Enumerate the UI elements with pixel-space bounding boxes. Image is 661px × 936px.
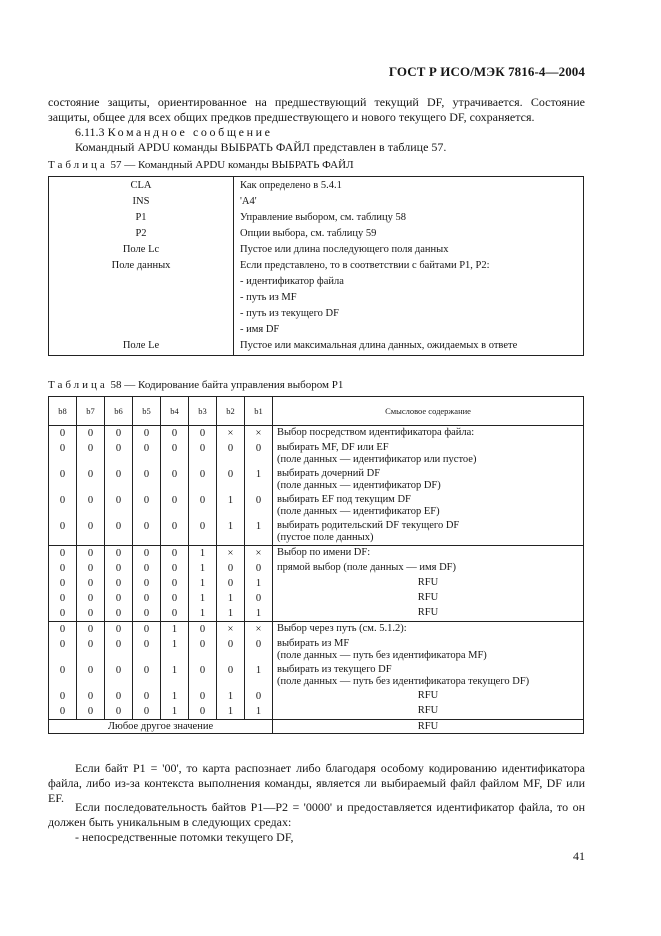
paragraph-3: - непосредственные потомки текущего DF, xyxy=(75,830,294,844)
table57-row xyxy=(49,322,584,338)
table58-meaning-note: (поле данных — идентификатор EF) xyxy=(277,506,440,517)
table58-bit: 0 xyxy=(133,637,161,663)
table58-meaning xyxy=(273,467,584,493)
table57-row xyxy=(49,258,584,274)
table58-bit: 1 xyxy=(245,704,273,720)
table58-meaning xyxy=(273,519,584,546)
table57-row xyxy=(49,242,584,258)
table57-row xyxy=(49,338,584,356)
table58-bit: 0 xyxy=(161,467,189,493)
table58-bit: 0 xyxy=(133,591,161,606)
table58-bit: 0 xyxy=(245,561,273,576)
table57-value: - имя DF xyxy=(240,324,280,335)
table58-bit: 0 xyxy=(189,493,217,519)
table58-row xyxy=(49,704,584,720)
table58-bit: 1 xyxy=(161,622,189,638)
table57-field: CLA xyxy=(49,177,234,195)
table58-bit: 0 xyxy=(77,663,105,689)
table58-row xyxy=(49,426,584,442)
table58-bit: 0 xyxy=(133,467,161,493)
table58-row xyxy=(49,519,584,546)
table58-bit: 0 xyxy=(77,426,105,442)
table58-bit: 1 xyxy=(217,591,245,606)
table58-bit: 0 xyxy=(77,441,105,467)
table58-bit: 0 xyxy=(105,622,133,638)
table58-bit: 0 xyxy=(77,576,105,591)
table58-meaning-line: Выбор посредством идентификатора файла: xyxy=(277,427,475,438)
table58-meaning-note: (пустое поле данных) xyxy=(277,532,374,543)
table58-bit: × xyxy=(245,546,273,562)
table58-bit: 0 xyxy=(133,704,161,720)
table-58 xyxy=(48,396,584,734)
table58-bit: 0 xyxy=(189,689,217,704)
table58-other-row xyxy=(49,720,584,734)
table58-header: b1 xyxy=(245,397,273,426)
table58-row xyxy=(49,493,584,519)
table58-bit: 0 xyxy=(77,637,105,663)
table58-bit: 0 xyxy=(133,441,161,467)
table-57 xyxy=(48,176,584,356)
table58-bit: 0 xyxy=(189,622,217,638)
table57-row xyxy=(49,306,584,322)
table58-bit: 0 xyxy=(77,689,105,704)
table58-meaning-line: RFU xyxy=(417,607,439,618)
table58-bit: 0 xyxy=(133,561,161,576)
table58-bit: 0 xyxy=(77,561,105,576)
table58-bit: 1 xyxy=(217,689,245,704)
table58-bit: 1 xyxy=(161,689,189,704)
table58-bit: 0 xyxy=(77,622,105,638)
table58-bit: 0 xyxy=(161,561,189,576)
table58-bit: 1 xyxy=(161,637,189,663)
table58-meaning-line: прямой выбор (поле данных — имя DF) xyxy=(277,562,457,573)
table57-field: Поле данных xyxy=(49,258,234,274)
table58-meaning-note: (поле данных — идентификатор DF) xyxy=(277,480,441,491)
table58-row xyxy=(49,576,584,591)
table58-bit: 0 xyxy=(189,663,217,689)
table58-bit: 0 xyxy=(77,606,105,622)
table57-row xyxy=(49,274,584,290)
table58-meaning xyxy=(273,622,584,638)
table58-bit: 0 xyxy=(105,519,133,546)
section-heading xyxy=(48,125,585,140)
table58-bit: 0 xyxy=(49,591,77,606)
table58-bit: 1 xyxy=(189,546,217,562)
table57-value: Опции выбора, см. таблицу 59 xyxy=(240,228,377,239)
table58-bit: 0 xyxy=(105,467,133,493)
table58-row xyxy=(49,467,584,493)
table58-bit: 0 xyxy=(133,576,161,591)
table58-bit: × xyxy=(245,426,273,442)
table58-meaning xyxy=(273,663,584,689)
table57-value: Пустое или максимальная длина данных, ожидаемых в ответе xyxy=(240,340,518,351)
table58-header: b4 xyxy=(161,397,189,426)
table58-bit: 0 xyxy=(49,561,77,576)
table58-bit: 0 xyxy=(189,426,217,442)
table58-bit: 0 xyxy=(245,637,273,663)
table58-bit: 0 xyxy=(217,663,245,689)
table58-meaning-line: выбирать дочерний DF xyxy=(277,468,381,479)
table57-value: - путь из текущего DF xyxy=(240,308,339,319)
table58-header: b2 xyxy=(217,397,245,426)
table58-bit: 0 xyxy=(77,591,105,606)
table57-value: 'A4' xyxy=(240,196,257,207)
table58-bit: 0 xyxy=(217,467,245,493)
section-title: Командное сообщение xyxy=(107,125,273,139)
table58-bit: 0 xyxy=(49,519,77,546)
table58-meaning-line: RFU xyxy=(417,690,439,701)
table58-bit: 0 xyxy=(49,704,77,720)
table58-bit: × xyxy=(245,622,273,638)
table58-bit: 0 xyxy=(189,637,217,663)
table57-value: - идентификатор файла xyxy=(240,276,344,287)
table58-bit: 1 xyxy=(217,606,245,622)
table58-bit: 0 xyxy=(77,493,105,519)
table58-bit: 0 xyxy=(245,689,273,704)
table58-row xyxy=(49,441,584,467)
table58-bit: 1 xyxy=(189,576,217,591)
table58-bit: 1 xyxy=(245,576,273,591)
table58-meaning-line: выбирать EF под текущим DF xyxy=(277,494,411,505)
table58-meaning-line: выбирать из MF xyxy=(277,638,350,649)
table58-bit: 1 xyxy=(189,561,217,576)
table58-bit: 0 xyxy=(49,663,77,689)
table57-row xyxy=(49,226,584,242)
table58-bit: 0 xyxy=(49,622,77,638)
table58-bit: × xyxy=(217,426,245,442)
table58-bit: 0 xyxy=(217,576,245,591)
table58-bit: 0 xyxy=(217,441,245,467)
table58-bit: 0 xyxy=(133,426,161,442)
paragraph-2: Если последовательность байтов P1—P2 = '0000' и предоставляется идентификатор файла, то он должен быть уникальным в следующих средах: xyxy=(48,800,585,829)
table58-row xyxy=(49,663,584,689)
table58-bit: 0 xyxy=(245,441,273,467)
table58-bit: 0 xyxy=(189,441,217,467)
table58-bit: 0 xyxy=(105,663,133,689)
table58-meaning-note: (поле данных — путь без идентификатора MF) xyxy=(277,650,487,661)
table58-row xyxy=(49,546,584,562)
table58-meaning xyxy=(273,546,584,562)
paragraph-1: Если байт P1 = '00', то карта распознает либо благодаря особому кодированию идентификатора файла, либо из-за контекста выполнения команды, является ли выбираемый файл файлом MF, DF или EF. xyxy=(48,761,585,805)
table58-bit: 0 xyxy=(189,704,217,720)
table57-field xyxy=(49,274,234,290)
table58-meaning-line: RFU xyxy=(417,705,439,716)
table58-bit: 0 xyxy=(77,519,105,546)
table58-meaning xyxy=(273,426,584,442)
table58-bit: 1 xyxy=(189,591,217,606)
table58-bit: 0 xyxy=(49,637,77,663)
table58-bit: 0 xyxy=(49,546,77,562)
table57-field xyxy=(49,322,234,338)
table57-field: Поле Le xyxy=(49,338,234,356)
table58-bit: 0 xyxy=(105,591,133,606)
table58-bit: 1 xyxy=(245,519,273,546)
table57-caption: Таблица 57 — Командный APDU команды ВЫБРАТЬ ФАЙЛ xyxy=(48,159,354,171)
table58-bit: 1 xyxy=(161,704,189,720)
table57-value: Управление выбором, см. таблицу 58 xyxy=(240,212,406,223)
table58-meaning xyxy=(273,606,584,622)
table58-bit: 0 xyxy=(105,689,133,704)
table57-value: Если представлено, то в соответствии с байтами P1, P2: xyxy=(240,260,490,271)
table58-header: b3 xyxy=(189,397,217,426)
table58-meaning-line: выбирать из текущего DF xyxy=(277,664,392,675)
table58-bit: 0 xyxy=(133,493,161,519)
table58-bit: 0 xyxy=(161,546,189,562)
table58-bit: 0 xyxy=(77,704,105,720)
document-header: ГОСТ Р ИСО/МЭК 7816-4—2004 xyxy=(388,64,585,79)
table58-bit: 0 xyxy=(133,606,161,622)
table58-meaning-line: выбирать MF, DF или EF xyxy=(277,442,389,453)
table58-row xyxy=(49,637,584,663)
table57-field: P2 xyxy=(49,226,234,242)
table57-row xyxy=(49,210,584,226)
table58-bit: 1 xyxy=(189,606,217,622)
table58-bit: 1 xyxy=(245,606,273,622)
table58-bit: 0 xyxy=(105,637,133,663)
table58-bit: 1 xyxy=(245,467,273,493)
table58-bit: 0 xyxy=(161,591,189,606)
table58-meaning xyxy=(273,591,584,606)
table58-bit: 0 xyxy=(105,606,133,622)
table58-row xyxy=(49,689,584,704)
table58-bit: 0 xyxy=(161,519,189,546)
table58-bit: 0 xyxy=(105,704,133,720)
table58-bit: 0 xyxy=(105,493,133,519)
table57-row xyxy=(49,290,584,306)
table58-bit: 0 xyxy=(105,576,133,591)
table58-bit: 0 xyxy=(133,546,161,562)
table58-bit: 0 xyxy=(133,663,161,689)
table57-value: Как определено в 5.4.1 xyxy=(240,180,342,191)
section-number: 6.11.3 xyxy=(75,125,105,139)
table58-row xyxy=(49,606,584,622)
table58-bit: 0 xyxy=(49,606,77,622)
intro-paragraph: состояние защиты, ориентированное на предшествующий текущий DF, утрачивается. Состояние защиты, общее для всех общих предков предшествующего и нового текущего DF, сохраняется. xyxy=(48,95,585,124)
table57-field: INS xyxy=(49,194,234,210)
table58-row xyxy=(49,591,584,606)
table58-bit: 0 xyxy=(133,519,161,546)
table58-meaning-line: Выбор по имени DF: xyxy=(277,547,371,558)
table57-field: Поле Lc xyxy=(49,242,234,258)
table58-bit: 0 xyxy=(133,689,161,704)
table58-header: Смысловое содержание xyxy=(273,397,584,426)
table58-header: b6 xyxy=(105,397,133,426)
table58-bit: 0 xyxy=(133,622,161,638)
table57-value: Пустое или длина последующего поля данных xyxy=(240,244,449,255)
table58-meaning-note: (поле данных — путь без идентификатора текущего DF) xyxy=(277,676,530,687)
table58-bit: 0 xyxy=(49,493,77,519)
table58-meaning xyxy=(273,689,584,704)
table58-meaning-line: RFU xyxy=(417,592,439,603)
table58-meaning xyxy=(273,441,584,467)
table58-meaning xyxy=(273,637,584,663)
table58-bit: 0 xyxy=(161,441,189,467)
table58-bit: 0 xyxy=(217,561,245,576)
table58-caption: Таблица 58 — Кодирование байта управления выбором P1 xyxy=(48,379,344,391)
table58-bit: 0 xyxy=(217,637,245,663)
section-text: Командный APDU команды ВЫБРАТЬ ФАЙЛ представлен в таблице 57. xyxy=(75,140,447,154)
table58-bit: 0 xyxy=(189,467,217,493)
table58-bit: 1 xyxy=(217,493,245,519)
table58-row xyxy=(49,622,584,638)
table58-bit: × xyxy=(217,546,245,562)
table57-value: - путь из MF xyxy=(240,292,297,303)
table58-meaning xyxy=(273,561,584,576)
table58-other-label: Любое другое значение xyxy=(49,720,273,734)
table58-meaning-line: выбирать родительский DF текущего DF xyxy=(277,520,460,531)
table57-row xyxy=(49,194,584,210)
table58-bit: 0 xyxy=(245,493,273,519)
table58-bit: 0 xyxy=(49,467,77,493)
table58-bit: 1 xyxy=(161,663,189,689)
table58-other-value: RFU xyxy=(273,720,584,734)
table58-bit: 1 xyxy=(245,663,273,689)
table58-bit: 0 xyxy=(161,576,189,591)
table58-meaning xyxy=(273,576,584,591)
table58-bit: 0 xyxy=(161,606,189,622)
table58-bit: 0 xyxy=(49,576,77,591)
table58-row xyxy=(49,561,584,576)
table57-field xyxy=(49,306,234,322)
table58-bit: 1 xyxy=(217,519,245,546)
table58-bit: 1 xyxy=(217,704,245,720)
table58-meaning xyxy=(273,704,584,720)
table58-bit: 0 xyxy=(105,546,133,562)
table58-bit: 0 xyxy=(49,689,77,704)
table57-field: P1 xyxy=(49,210,234,226)
table58-meaning-line: RFU xyxy=(417,577,439,588)
table58-header: b8 xyxy=(49,397,77,426)
table58-bit: 0 xyxy=(161,493,189,519)
table58-meaning-note: (поле данных — идентификатор или пустое) xyxy=(277,454,477,465)
table57-field xyxy=(49,290,234,306)
table58-header: b7 xyxy=(77,397,105,426)
table58-bit: 0 xyxy=(245,591,273,606)
table58-bit: 0 xyxy=(77,467,105,493)
table58-meaning-line: Выбор через путь (см. 5.1.2): xyxy=(277,623,407,634)
table58-header: b5 xyxy=(133,397,161,426)
table57-row xyxy=(49,177,584,195)
table58-bit: 0 xyxy=(189,519,217,546)
table58-bit: 0 xyxy=(105,426,133,442)
table58-bit: 0 xyxy=(49,441,77,467)
table58-meaning xyxy=(273,493,584,519)
table58-bit: 0 xyxy=(77,546,105,562)
table58-bit: 0 xyxy=(105,441,133,467)
table58-bit: 0 xyxy=(49,426,77,442)
table58-bit: 0 xyxy=(105,561,133,576)
page-number: 41 xyxy=(573,849,585,863)
table58-bit: × xyxy=(217,622,245,638)
table58-bit: 0 xyxy=(161,426,189,442)
